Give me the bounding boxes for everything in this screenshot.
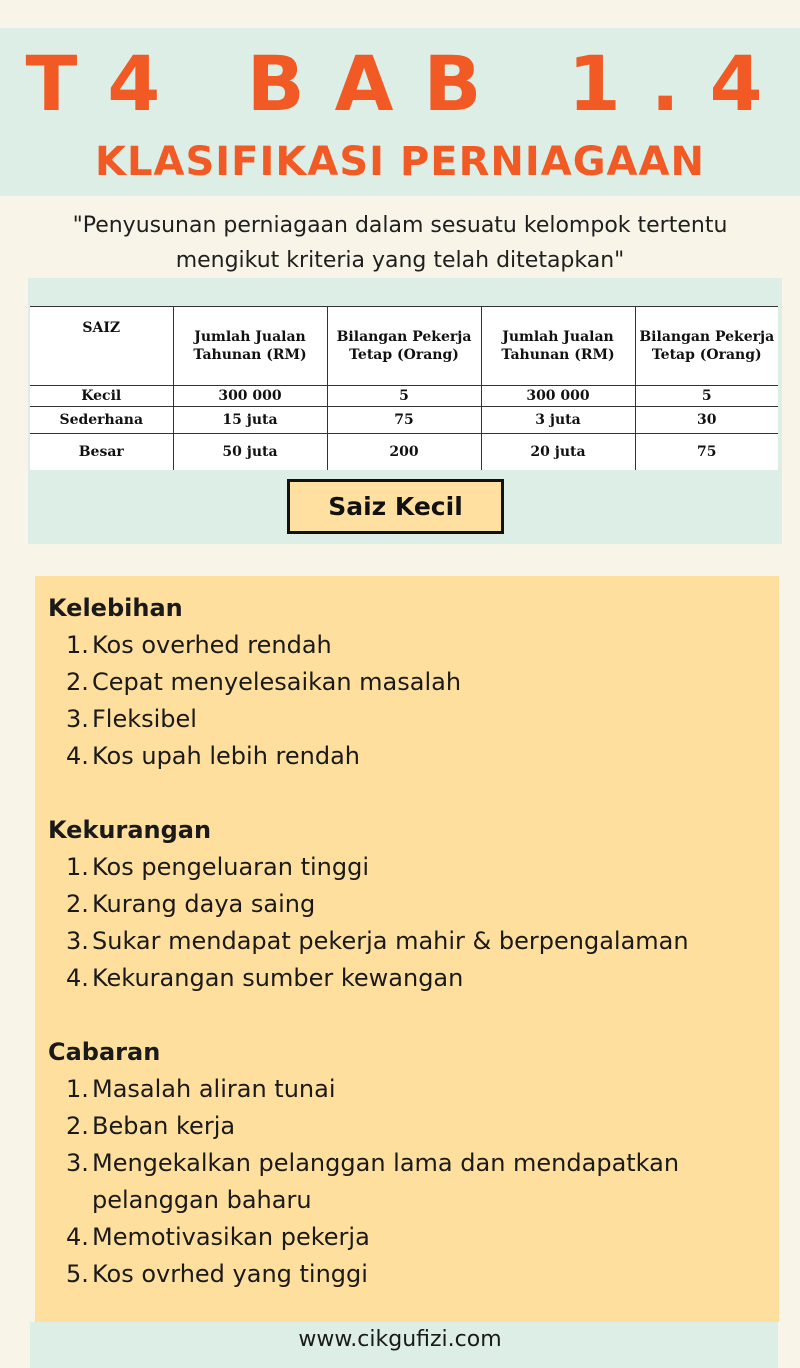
table-cell: Besar [30, 434, 173, 471]
business-size-table [30, 306, 778, 470]
list-item: 4. Memotivasikan pekerja [66, 1219, 712, 1256]
list-item-text: Kos upah lebih rendah [92, 742, 360, 770]
section-title-kelebihan: Kelebihan [48, 594, 183, 622]
table-header-cell: Bilangan Pekerja Tetap (Orang) [327, 307, 481, 386]
list-item: 4. Kos upah lebih rendah [66, 738, 712, 775]
table-cell: 200 [327, 434, 481, 471]
table-cell: 3 juta [481, 407, 635, 434]
table-cell: 30 [635, 407, 778, 434]
list-item: 5. Kos ovrhed yang tinggi [66, 1256, 712, 1293]
list-item-text: Sukar mendapat pekerja mahir & berpengalaman [92, 927, 689, 955]
table-cell: 20 juta [481, 434, 635, 471]
list-item-text: Masalah aliran tunai [92, 1075, 336, 1103]
table-cell: 75 [635, 434, 778, 471]
list-item: 3. Mengekalkan pelanggan lama dan mendapatkan pelanggan baharu [66, 1145, 712, 1219]
list-item-text: Kurang daya saing [92, 890, 316, 918]
list-item-text: Kekurangan sumber kewangan [92, 964, 464, 992]
list-item: 1. Kos overhed rendah [66, 627, 712, 664]
table-cell: 5 [327, 386, 481, 407]
list-item: 2. Kurang daya saing [66, 886, 712, 923]
list-item: 4. Kekurangan sumber kewangan [66, 960, 712, 997]
list-item: 2. Beban kerja [66, 1108, 712, 1145]
website-url: www.cikgufizi.com [298, 1327, 502, 1352]
page-title: T4 BAB 1.4 [25, 39, 793, 128]
list-item-text: Kos overhed rendah [92, 631, 332, 659]
table-cell: 300 000 [481, 386, 635, 407]
list-item-text: Beban kerja [92, 1112, 236, 1140]
table-row [30, 386, 778, 407]
table-cell: 50 juta [173, 434, 327, 471]
list-item-text: Cepat menyelesaikan masalah [92, 668, 462, 696]
kekurangan-list [66, 849, 712, 997]
table-header-cell: Jumlah Jualan Tahunan (RM) [173, 307, 327, 386]
cabaran-list [66, 1071, 712, 1293]
definition-quote: "Penyusunan perniagaan dalam sesuatu kelompok tertentu mengikut kriteria yang telah ditetapkan" [72, 213, 728, 273]
list-item: 1. Masalah aliran tunai [66, 1071, 712, 1108]
table-cell: Kecil [30, 386, 173, 407]
table-cell: 15 juta [173, 407, 327, 434]
table-cell: 300 000 [173, 386, 327, 407]
list-item: 2. Cepat menyelesaikan masalah [66, 664, 712, 701]
table-header-row [30, 307, 778, 386]
list-item: 1. Kos pengeluaran tinggi [66, 849, 712, 886]
section-title-kekurangan: Kekurangan [48, 816, 212, 844]
table-row [30, 434, 778, 471]
saiz-kecil-button[interactable]: Saiz Kecil [287, 479, 504, 534]
table-row [30, 407, 778, 434]
kelebihan-list [66, 627, 712, 775]
list-item-text: Mengekalkan pelanggan lama dan mendapatkan pelanggan baharu [92, 1149, 680, 1214]
list-item-text: Kos pengeluaran tinggi [92, 853, 369, 881]
table-header-cell: SAIZ [30, 307, 173, 386]
list-item-text: Fleksibel [92, 705, 197, 733]
list-item-text: Memotivasikan pekerja [92, 1223, 370, 1251]
table-cell: 75 [327, 407, 481, 434]
table-header-cell: Bilangan Pekerja Tetap (Orang) [635, 307, 778, 386]
section-title-cabaran: Cabaran [48, 1038, 161, 1066]
list-item: 3. Fleksibel [66, 701, 712, 738]
list-item: 3. Sukar mendapat pekerja mahir & berpengalaman [66, 923, 712, 960]
list-item-text: Kos ovrhed yang tinggi [92, 1260, 368, 1288]
table-cell: Sederhana [30, 407, 173, 434]
table-cell: 5 [635, 386, 778, 407]
table-header-cell: Jumlah Jualan Tahunan (RM) [481, 307, 635, 386]
page-subtitle: KLASIFIKASI PERNIAGAAN [95, 139, 705, 185]
